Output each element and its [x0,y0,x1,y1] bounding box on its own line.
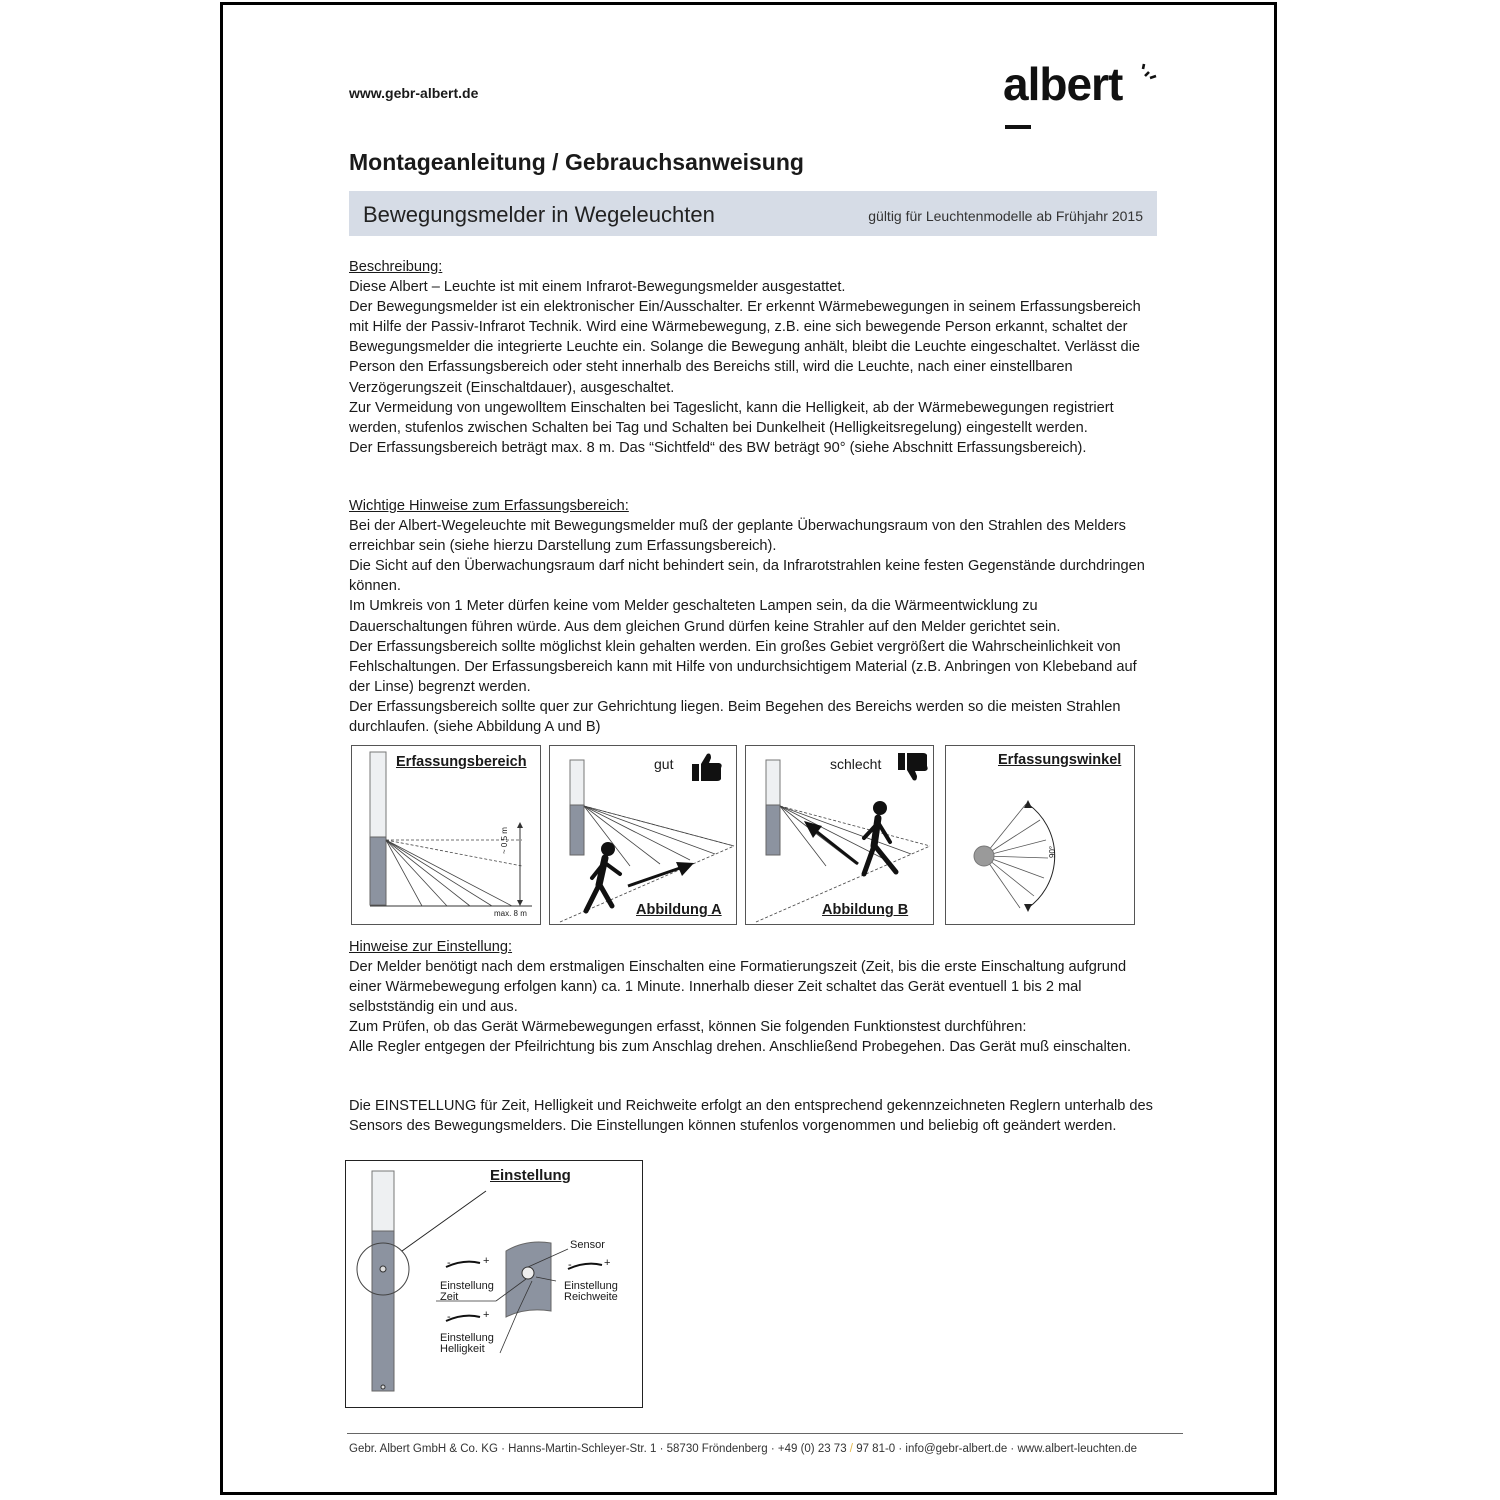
section-heading: Wichtige Hinweise zum Erfassungsbereich: [349,498,629,514]
section-hinweise [349,496,1159,737]
reichweite-label: Einstellung Reichweite [564,1280,618,1303]
thumbs-up-icon [690,750,724,784]
section-beschreibung [349,257,1159,458]
logo-underbar [1005,125,1031,129]
website-url[interactable]: www.gebr-albert.de [349,85,479,101]
footer-text: Gebr. Albert GmbH & Co. KG · Hanns-Martin-Schleyer-Str. 1 · 58730 Fröndenberg · +49 (0) 23 73 [349,1443,850,1455]
zeit-label: Einstellung Zeit [440,1280,494,1303]
sensor-label: Sensor [570,1239,605,1251]
section-einstellung-text [349,1096,1159,1136]
band-title: Bewegungsmelder in Wegeleuchten [363,202,715,227]
paragraph: Der Erfassungsbereich sollte möglichst klein gehalten werden. Ein großes Gebiet vergrößert die Wahrscheinlichkeit von Fehlschaltungen. Der Erfassungsbereich kann mit Hilfe von undurchsichtigem Material (z.B. Anbringen von Klebeband auf der Linse) begrenzt werden. [349,638,1137,695]
footer-text: 97 81-0 · info@gebr-albert.de · www.albert-leuchten.de [853,1443,1137,1455]
figure-abbildung-a [549,745,737,925]
paragraph: Alle Regler entgegen der Pfeilrichtung bis zum Anschlag drehen. Anschließend Probegehen. Das Gerät muß einschalten. [349,1039,1132,1056]
page-title: Montageanleitung / Gebrauchsanweisung [349,149,804,175]
figure-label: Einstellung [490,1167,571,1184]
paragraph: Zur Vermeidung von ungewolltem Einschalten bei Tageslicht, kann die Helligkeit, ab der Wärmebewegungen registriert werden, stufenlos zwischen Schalten bei Tag und Schalten bei Dunkelheit (Helligkeitsregelung) eingestellt werden. [349,399,1114,436]
band-subtitle: gültig für Leuchtenmodelle ab Frühjahr 2015 [868,208,1143,224]
logo-rays-icon [1141,63,1161,83]
figure-erfassungswinkel [945,745,1135,925]
plus-sign: + [483,1309,490,1321]
figure-label: Abbildung A [636,902,722,918]
paragraph: Diese Albert – Leuchte ist mit einem Infrarot-Bewegungsmelder ausgestattet. [349,279,846,296]
erfassungsbereich-diagram [352,746,540,924]
helligkeit-label: Einstellung Helligkeit [440,1332,494,1355]
paragraph: Der Erfassungsbereich beträgt max. 8 m. Das “Sichtfeld“ des BW beträgt 90° (siehe Abschnitt Erfassungsbereich). [349,439,1087,456]
rating-label: schlecht [830,756,882,772]
rating-label: gut [654,756,674,772]
paragraph: Im Umkreis von 1 Meter dürfen keine vom Melder geschalteten Lampen sein, da die Wärmeentwicklung zu Dauerschaltungen führen würde. Aus dem gleichen Grund dürfen keine Strahler auf den Melder gerichtet sein. [349,598,1061,635]
minus-sign: - [568,1259,572,1271]
minus-sign: - [447,1311,451,1323]
plus-sign: + [483,1255,490,1267]
section-heading: Beschreibung: [349,259,443,275]
figure-label: Erfassungswinkel [998,752,1122,768]
plus-sign: + [604,1257,611,1269]
title-band [349,191,1157,236]
erfassungswinkel-diagram [946,746,1134,924]
figure-label: Abbildung B [822,902,909,918]
footer [349,1443,1137,1455]
document-page [220,2,1277,1495]
paragraph: Die EINSTELLUNG für Zeit, Helligkeit und Reichweite erfolgt an den entsprechend gekennzeichneten Reglern unterhalb des Sensors des Bewegungsmelders. Die Einstellungen können stufenlos vorgenommen und beliebig oft geändert werden. [349,1098,1153,1135]
paragraph: Der Melder benötigt nach dem erstmaligen Einschalten eine Formatierungszeit (Zeit, bis die erste Einschaltung aufgrund einer Wärmebewegung erfolgen kann) ca. 1 Minute. Innerhalb dieser Zeit schaltet das Gerät eventuell 1 bis 2 mal selbstständig ein und aus. [349,959,1127,1016]
paragraph: Bei der Albert-Wegeleuchte mit Bewegungsmelder muß der geplante Überwachungsraum von den Strahlen des Melders erreichbar sein (siehe hierzu Darstellung zum Erfassungsbereich). [349,518,1126,555]
paragraph: Die Sicht auf den Überwachungsraum darf nicht behindert sein, da Infrarotstrahlen keine festen Gegenstände durchdringen können. [349,558,1145,595]
figure-abbildung-b [745,745,934,925]
figure-erfassungsbereich [351,745,541,925]
thumbs-down-icon [896,750,930,784]
paragraph: Der Bewegungsmelder ist ein elektronischer Ein/Ausschalter. Er erkennt Wärmebewegungen in seinem Erfassungsbereich mit Hilfe der Passiv-Infrarot Technik. Wird eine Wärmebewegung, z.B. eine sich bewegende Person erkannt, schaltet der Bewegungsmelder die integrierte Leuchte ein. Solange die Bewegung anhält, bleibt die Leuchte eingeschaltet. Verlässt die Person den Erfassungsbereich oder steht innerhalb des Bereichs still, wird die Leuchte, nach einer einstellbaren Verzögerungszeit (Einschaltdauer), ausgeschaltet. [349,299,1141,396]
footer-divider [347,1433,1183,1434]
angle-label: 90° [1048,845,1057,858]
figure-einstellung [345,1160,643,1408]
footer-separator: / [849,1443,853,1455]
paragraph: Zum Prüfen, ob das Gerät Wärmebewegungen erfasst, können Sie folgenden Funktionstest durchführen: [349,1019,1027,1036]
section-einstellung-hinweise [349,937,1159,1058]
paragraph: Der Erfassungsbereich sollte quer zur Gehrichtung liegen. Beim Begehen des Bereichs werden so die meisten Strahlen durchlaufen. (siehe Abbildung A und B) [349,698,1121,736]
range-label: max. 8 m [494,909,527,918]
height-label: ~ 0,5 m [500,827,509,854]
minus-sign: - [447,1257,451,1269]
albert-logo: albert [1003,58,1123,110]
figure-label: Erfassungsbereich [396,754,527,770]
section-heading: Hinweise zur Einstellung: [349,939,513,955]
